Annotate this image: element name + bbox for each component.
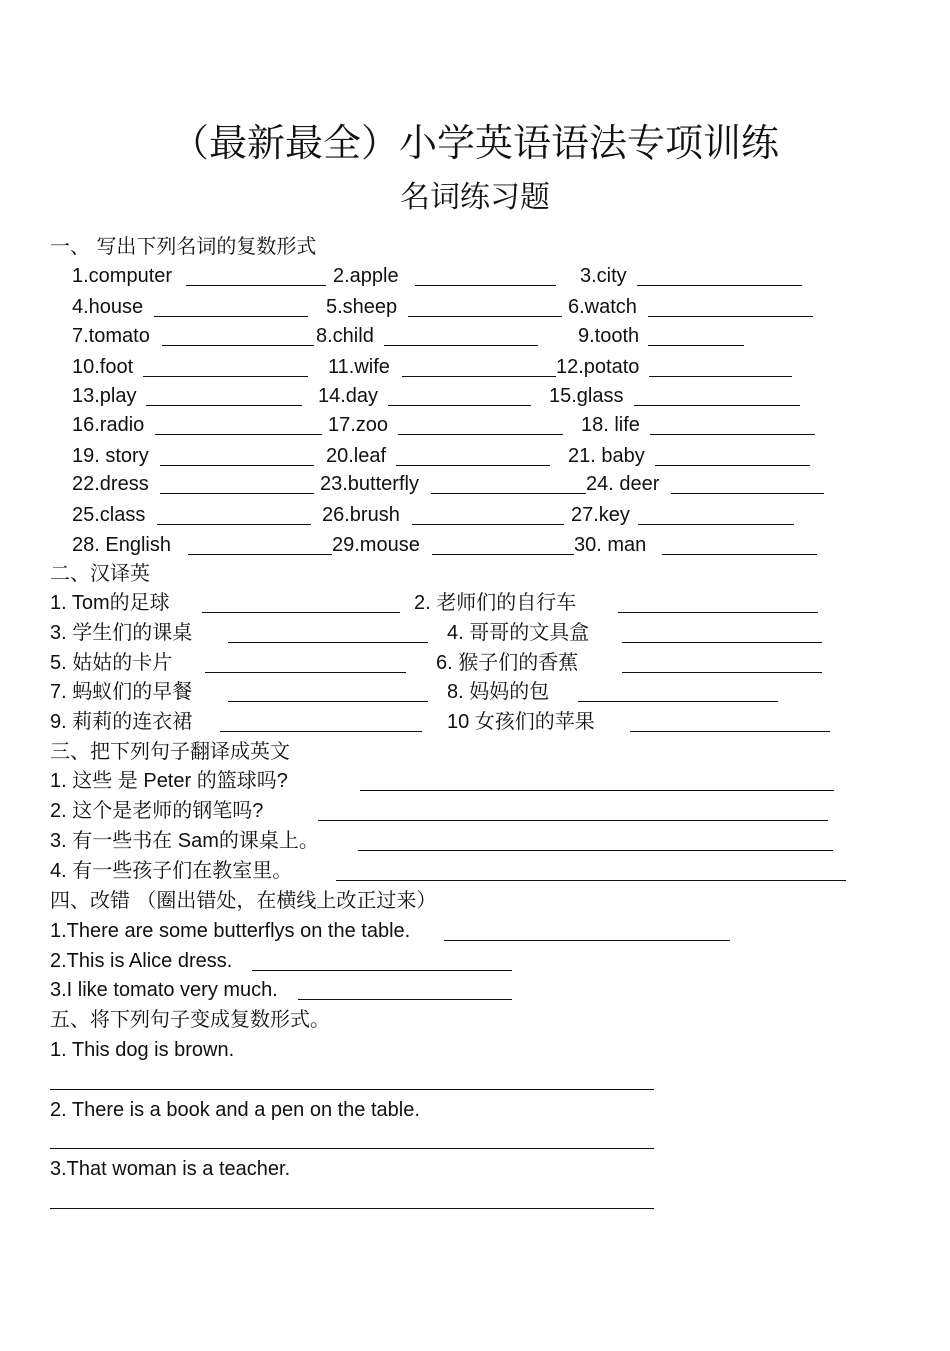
answer-blank[interactable]: [402, 376, 556, 377]
answer-blank[interactable]: [630, 731, 830, 732]
word-prompt: 2.apple: [333, 265, 399, 287]
answer-blank[interactable]: [360, 790, 834, 791]
answer-line[interactable]: [50, 1148, 654, 1149]
answer-blank[interactable]: [415, 285, 556, 286]
translate-prompt: 10 女孩们的苹果: [447, 711, 595, 733]
word-prompt: 13.play: [72, 385, 137, 407]
sentence-prompt: 2. 这个是老师的钢笔吗?: [50, 800, 264, 822]
plural-sentence: 1. This dog is brown.: [50, 1039, 235, 1061]
answer-blank[interactable]: [622, 642, 822, 643]
word-prompt: 29.mouse: [332, 534, 420, 556]
answer-blank[interactable]: [220, 731, 422, 732]
word-prompt: 10.foot: [72, 356, 134, 378]
plural-sentence: 2. There is a book and a pen on the table.: [50, 1099, 420, 1121]
word-prompt: 5.sheep: [326, 296, 398, 318]
section-4-heading: 四、改错 （圈出错处，在横线上改正过来）: [50, 888, 437, 912]
answer-blank[interactable]: [432, 554, 574, 555]
word-prompt: 1.computer: [72, 265, 173, 287]
translate-prompt: 5. 姑姑的卡片: [50, 652, 173, 674]
answer-blank[interactable]: [408, 316, 562, 317]
answer-blank[interactable]: [650, 434, 815, 435]
translate-prompt: 9. 莉莉的连衣裙: [50, 711, 193, 733]
answer-blank[interactable]: [186, 285, 326, 286]
answer-blank[interactable]: [578, 701, 778, 702]
word-prompt: 18. life: [581, 414, 640, 436]
translate-prompt: 3. 学生们的课桌: [50, 622, 193, 644]
translate-prompt: 1. Tom的足球: [50, 592, 170, 614]
word-prompt: 12.potato: [556, 356, 640, 378]
answer-blank[interactable]: [298, 999, 512, 1000]
word-prompt: 15.glass: [549, 385, 624, 407]
answer-blank[interactable]: [202, 612, 400, 613]
word-prompt: 19. story: [72, 445, 149, 467]
answer-blank[interactable]: [648, 345, 744, 346]
answer-blank[interactable]: [649, 376, 792, 377]
word-prompt: 16.radio: [72, 414, 145, 436]
answer-blank[interactable]: [318, 820, 828, 821]
answer-blank[interactable]: [162, 345, 314, 346]
section-3-heading: 三、把下列句子翻译成英文: [50, 739, 290, 763]
word-prompt: 28. English: [72, 534, 171, 556]
answer-blank[interactable]: [398, 434, 563, 435]
word-prompt: 20.leaf: [326, 445, 387, 467]
answer-blank[interactable]: [143, 376, 308, 377]
answer-blank[interactable]: [146, 405, 302, 406]
answer-blank[interactable]: [160, 493, 314, 494]
word-prompt: 21. baby: [568, 445, 645, 467]
word-prompt: 3.city: [580, 265, 627, 287]
word-prompt: 25.class: [72, 504, 146, 526]
answer-blank[interactable]: [228, 642, 428, 643]
page-subtitle: 名词练习题: [400, 180, 550, 215]
word-prompt: 24. deer: [586, 473, 660, 495]
section-5-heading: 五、将下列句子变成复数形式。: [50, 1007, 330, 1031]
answer-blank[interactable]: [648, 316, 813, 317]
answer-blank[interactable]: [671, 493, 824, 494]
sentence-prompt: 4. 有一些孩子们在教室里。: [50, 860, 293, 882]
translate-prompt: 6. 猴子们的香蕉: [436, 652, 579, 674]
sentence-prompt: 3. 有一些书在 Sam的课桌上。: [50, 830, 319, 852]
answer-blank[interactable]: [228, 701, 428, 702]
word-prompt: 8.child: [316, 325, 374, 347]
word-prompt: 22.dress: [72, 473, 149, 495]
answer-blank[interactable]: [662, 554, 817, 555]
answer-blank[interactable]: [358, 850, 833, 851]
translate-prompt: 2. 老师们的自行车: [414, 592, 577, 614]
word-prompt: 6.watch: [568, 296, 637, 318]
answer-blank[interactable]: [634, 405, 800, 406]
answer-blank[interactable]: [638, 524, 794, 525]
word-prompt: 4.house: [72, 296, 144, 318]
answer-blank[interactable]: [205, 672, 406, 673]
section-2-heading: 二、汉译英: [50, 561, 150, 585]
sentence-prompt: 1. 这些 是 Peter 的篮球吗?: [50, 770, 288, 792]
error-sentence: 1.There are some butterflys on the table.: [50, 920, 411, 942]
word-prompt: 7.tomato: [72, 325, 150, 347]
answer-blank[interactable]: [155, 434, 322, 435]
word-prompt: 11.wife: [328, 356, 390, 378]
answer-blank[interactable]: [157, 524, 311, 525]
error-sentence: 2.This is Alice dress.: [50, 950, 233, 972]
plural-sentence: 3.That woman is a teacher.: [50, 1158, 291, 1180]
section-1-heading: 一、 写出下列名词的复数形式: [50, 234, 317, 258]
answer-blank[interactable]: [655, 465, 810, 466]
word-prompt: 30. man: [574, 534, 647, 556]
answer-line[interactable]: [50, 1089, 654, 1090]
answer-blank[interactable]: [431, 493, 586, 494]
word-prompt: 26.brush: [322, 504, 400, 526]
answer-line[interactable]: [50, 1208, 654, 1209]
word-prompt: 27.key: [571, 504, 630, 526]
answer-blank[interactable]: [622, 672, 822, 673]
word-prompt: 14.day: [318, 385, 379, 407]
answer-blank[interactable]: [336, 880, 846, 881]
answer-blank[interactable]: [637, 285, 802, 286]
answer-blank[interactable]: [444, 940, 730, 941]
word-prompt: 23.butterfly: [320, 473, 419, 495]
answer-blank[interactable]: [396, 465, 550, 466]
answer-blank[interactable]: [160, 465, 314, 466]
word-prompt: 17.zoo: [328, 414, 389, 436]
answer-blank[interactable]: [388, 405, 531, 406]
page-title: （最新最全）小学英语语法专项训练: [170, 121, 779, 165]
answer-blank[interactable]: [412, 524, 564, 525]
translate-prompt: 4. 哥哥的文具盒: [447, 622, 590, 644]
answer-blank[interactable]: [618, 612, 818, 613]
answer-blank[interactable]: [384, 345, 538, 346]
word-prompt: 9.tooth: [578, 325, 640, 347]
translate-prompt: 8. 妈妈的包: [447, 681, 550, 703]
answer-blank[interactable]: [154, 316, 308, 317]
error-sentence: 3.I like tomato very much.: [50, 979, 278, 1001]
translate-prompt: 7. 蚂蚁们的早餐: [50, 681, 193, 703]
answer-blank[interactable]: [188, 554, 332, 555]
answer-blank[interactable]: [252, 970, 512, 971]
